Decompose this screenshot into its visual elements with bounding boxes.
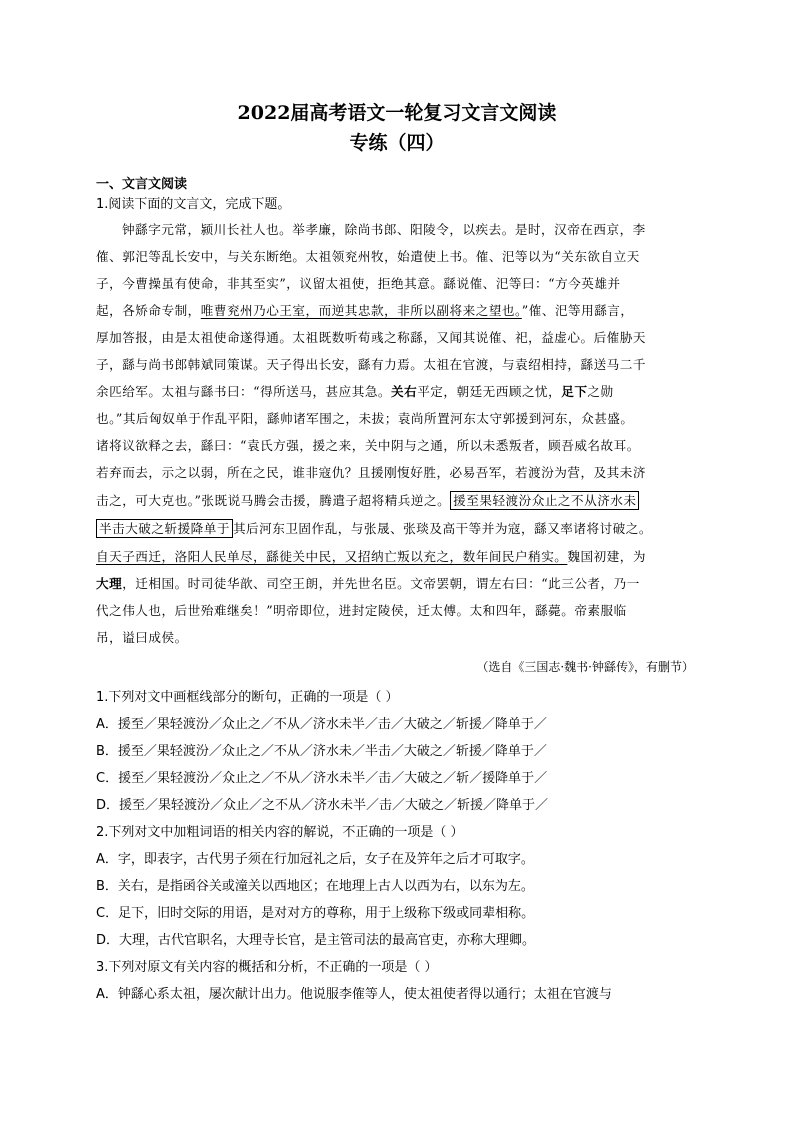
- passage-text: 余匹给军。太祖与繇书曰：“得所送马，甚应其急。: [96, 384, 392, 399]
- passage-line: [96, 518, 696, 537]
- passage-line: 若弃而去，示之以弱，所在之民，谁非寇仇？且援刚愎好胜，必易吾军，若渡汾为营，及其未济: [96, 465, 646, 480]
- underlined-sentence: 唯曹兖州乃心王室，而逆其忠款，非所以副将来之望也。: [200, 303, 522, 318]
- question-option: A．援至／果轻渡汾／众止之／不从／济水未半／击／大破之／斩援／降单于／: [96, 717, 547, 732]
- question-option: C．足下，旧时交际的用语，是对对方的尊称，用于上级称下级或同辈相称。: [96, 906, 535, 921]
- passage-text: 击之，可大克也。”张既说马腾会击援，腾遣子超将精兵逆之。: [96, 493, 451, 508]
- question-option: C．援至／果轻渡汾／众止之／不从／济水未半／击／大破之／斩／援降单于／: [96, 771, 548, 786]
- passage-line: 傕、郭汜等乱长安中，与关东断绝。太祖领兖州牧，始遣使上书。傕、汜等以为“关东欲自立天: [96, 249, 640, 264]
- passage-line: [96, 490, 696, 509]
- bold-term: 足下: [561, 384, 588, 399]
- underlined-sentence: 自天子西迁，洛阳人民单尽，繇徙关中民，又招纳亡叛以充之，数年间民户稍实。: [96, 549, 568, 564]
- passage-text: ”傕、汜等用繇言，: [521, 303, 634, 318]
- boxed-text: 援至果轻渡汾众止之不从济水未: [450, 491, 639, 510]
- passage-text: 其后河东卫固作乱，与张晟、张琰及高干等并为寇，繇又率诸将讨破之。: [232, 521, 652, 536]
- question-option: A．钟繇心系太祖，屡次献计出力。他说服李傕等人，使太祖使者得以通行；太祖在官渡与: [96, 987, 612, 1002]
- bold-term: 大理: [96, 576, 123, 591]
- passage-line: [96, 573, 696, 592]
- passage-text: ，迁相国。时司徒华歆、司空王朗，并先世名臣。文帝罢朝，谓左右曰：“此三公者，乃一: [122, 576, 640, 591]
- question-stem: 1.下列对文中画框线部分的断句，正确的一项是（ ）: [96, 690, 399, 705]
- passage-line: [96, 546, 696, 565]
- page-title: 2022届高考语文一轮复习文言文阅读: [237, 102, 557, 124]
- question-option: D．大理，古代官职名，大理寺长官，是主管司法的最高官吏，亦称大理卿。: [96, 933, 536, 948]
- passage-line: [96, 300, 696, 319]
- passage-text: 起，各矫命专制，: [96, 303, 201, 318]
- passage-line: 诸将议欲释之去，繇曰：“袁氏方强，援之来，关中阴与之通，所以未悉叛者，顾吾威名故耳。: [96, 438, 640, 453]
- question-option: D．援至／果轻渡汾／众止／之不从／济水未半／击／大破之／斩援／降单于／: [96, 798, 549, 813]
- passage-line: 也。”其后匈奴单于作乱平阳，繇帅诸军围之，未拔；袁尚所置河东太守郭援到河东，众甚盛。: [96, 411, 634, 426]
- question-stem: 3.下列对原文有关内容的概括和分析，不正确的一项是（ ）: [96, 960, 438, 975]
- passage-text: 魏国初建，为: [567, 549, 646, 564]
- passage-line: 钟繇字元常，颍川长社人也。举孝廉，除尚书郎、阳陵令，以疾去。是时，汉帝在西京，李: [122, 222, 646, 237]
- passage-line: 子，繇与尚书郎韩斌同策谋。天子得出长安，繇有力焉。太祖在官渡，与袁绍相持，繇送马二千: [96, 357, 646, 372]
- section-heading: 一、文言文阅读: [96, 177, 188, 192]
- passage-line: 吊，谥曰成侯。: [96, 630, 188, 645]
- source-citation: （选自《三国志·魏书·钟繇传》，有删节）: [476, 660, 694, 674]
- question-option: B．关右，是指函谷关或潼关以西地区；在地理上古人以西为右，以东为左。: [96, 879, 534, 894]
- passage-line: 代之伟人也，后世殆难继矣！”明帝即位，进封定陵侯，迁太傅。太和四年，繇薨。帝素服临: [96, 603, 627, 618]
- passage-line: 子，今曹操虽有使命，非其至实”，议留太祖使，拒绝其意。繇说傕、汜等曰：“方今英雄并: [96, 276, 621, 291]
- passage-line: [96, 381, 696, 400]
- page-subtitle: 专练（四）: [349, 132, 445, 154]
- passage-text: 之勋: [587, 384, 614, 399]
- instruction: 1.阅读下面的文言文，完成下题。: [96, 197, 291, 212]
- boxed-text: 半击大破之斩援降单于: [96, 519, 233, 538]
- passage-line: 厚加答报，由是太祖使命遂得通。太祖既数听荀彧之称繇，又闻其说傕、祀，益虚心。后傕胁天: [96, 330, 646, 345]
- bold-term: 关右: [391, 384, 418, 399]
- passage-text: 平定，朝廷无西顾之忧，: [417, 384, 562, 399]
- question-option: B．援至／果轻渡汾／众止之／不从／济水未／半击／大破之／斩援／降单于／: [96, 744, 547, 759]
- question-stem: 2.下列对文中加粗词语的相关内容的解说，不正确的一项是（ ）: [96, 825, 464, 840]
- question-option: A．字，即表字，古代男子须在行加冠礼之后，女子在及笄年之后才可取字。: [96, 852, 534, 867]
